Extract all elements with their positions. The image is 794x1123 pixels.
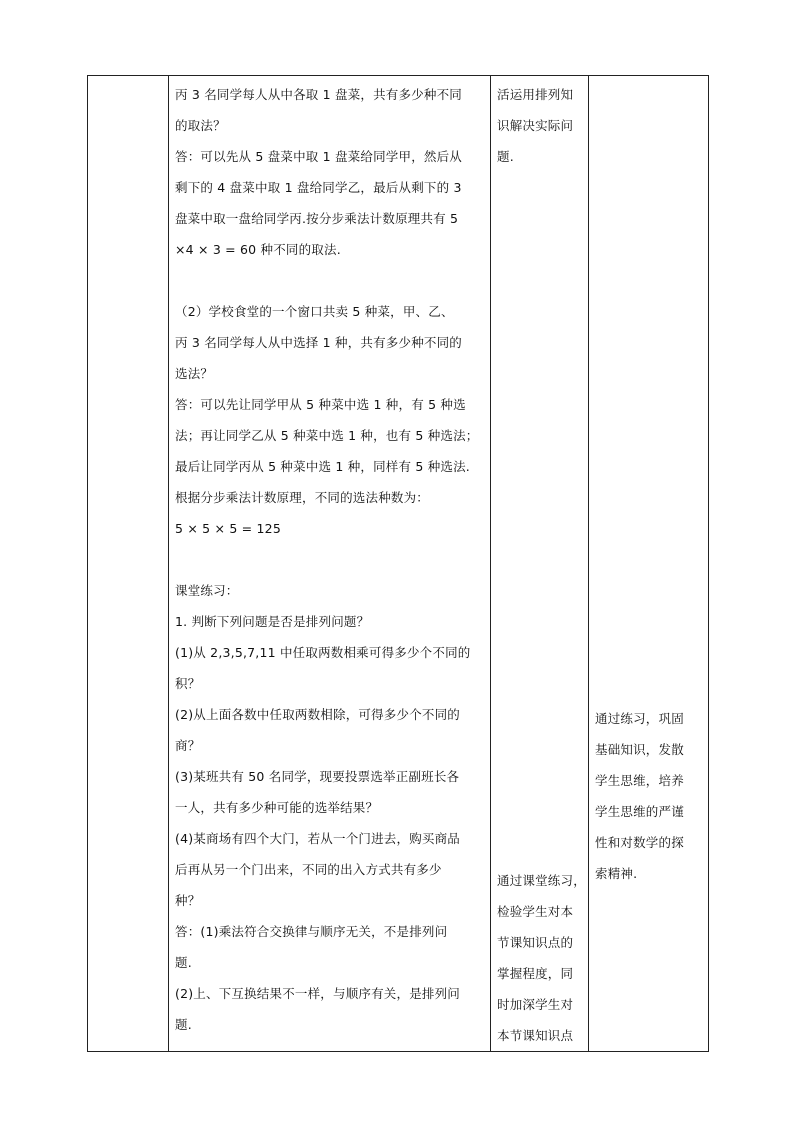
content-line: 题. (175, 1017, 192, 1032)
design-intent-line: 题. (497, 149, 514, 164)
content-line: 最后让同学丙从 5 种菜中选 1 种，同样有 5 种选法. (175, 459, 470, 474)
content-line: 答：可以先让同学甲从 5 种菜中选 1 种，有 5 种选 (175, 397, 466, 412)
design-intent-line: 识解决实际问 (497, 118, 574, 133)
spacer (589, 76, 708, 703)
content-line: （2）学校食堂的一个窗口共卖 5 种菜，甲、乙、 (175, 304, 454, 319)
design-intent-line: 掌握程度，同 (497, 966, 574, 981)
goal-cell (589, 76, 709, 1052)
content-line: (2)从上面各数中任取两数相除，可得多少个不同的 (175, 707, 461, 722)
content-line: 答：(1)乘法符合交换律与顺序无关，不是排列问 (175, 924, 448, 939)
goal-line: 学生思维的严谨 (595, 804, 684, 819)
content-line: (2)上、下互换结果不一样，与顺序有关，是排列问 (175, 986, 461, 1001)
table-row (88, 76, 709, 1052)
goal-line: 索精神. (595, 866, 638, 881)
design-intent-line: 本节课知识点 (497, 1028, 574, 1043)
content-line: 种？ (175, 893, 201, 908)
design-intent-line: 通过课堂练习， (497, 873, 586, 888)
lesson-plan-table (87, 75, 709, 1052)
design-intent-line: 检验学生对本 (497, 904, 574, 919)
design-intent-cell (491, 76, 589, 1052)
content-line: ×4 × 3 = 60 种不同的取法. (175, 242, 341, 257)
blank-line (175, 544, 490, 575)
content-line: 课堂练习： (175, 583, 239, 598)
section-label-cell (88, 76, 169, 1052)
content-line: 后再从另一个门出来，不同的出入方式共有多少 (175, 862, 442, 877)
goal-line: 性和对数学的探 (595, 835, 684, 850)
goal-line: 学生思维，培养 (595, 773, 684, 788)
content-line: 盘菜中取一盘给同学丙.按分步乘法计数原理共有 5 (175, 211, 459, 226)
design-intent-line: 活运用排列知 (497, 87, 574, 102)
content-line: (4)某商场有四个大门，若从一个门进去，购买商品 (175, 831, 461, 846)
content-line: 选法？ (175, 366, 214, 381)
teaching-content (169, 76, 490, 1040)
content-line: 丙 3 名同学每人从中选择 1 种，共有多少种不同的 (175, 335, 463, 350)
design-intent-top (491, 76, 588, 172)
content-line: (3)某班共有 50 名同学，现要投票选举正副班长各 (175, 769, 460, 784)
design-intent-bottom (491, 862, 588, 1051)
content-line: 根据分步乘法计数原理，不同的选法种数为： (175, 490, 430, 505)
goal-text (589, 703, 708, 889)
content-line: 剩下的 4 盘菜中取 1 盘给同学乙，最后从剩下的 3 (175, 180, 462, 195)
goal-line: 通过练习，巩固 (595, 711, 684, 726)
content-line: 丙 3 名同学每人从中各取 1 盘菜，共有多少种不同 (175, 87, 463, 102)
design-intent-line: 时加深学生对 (497, 997, 574, 1012)
content-line: 一人，共有多少种可能的选举结果？ (175, 800, 379, 815)
design-intent-line: 节课知识点的 (497, 935, 574, 950)
content-line: 答：可以先从 5 盘菜中取 1 盘菜给同学甲，然后从 (175, 149, 463, 164)
content-line: 法；再让同学乙从 5 种菜中选 1 种，也有 5 种选法； (175, 428, 479, 443)
content-line: 5 × 5 × 5 = 125 (175, 521, 281, 536)
spacer (491, 172, 588, 862)
content-line: (1)从 2,3,5,7,11 中任取两数相乘可得多少个不同的 (175, 645, 471, 660)
content-line: 题. (175, 955, 192, 970)
goal-line: 基础知识，发散 (595, 742, 684, 757)
content-line: 商？ (175, 738, 201, 753)
blank-line (175, 265, 490, 296)
content-line: 1. 判断下列问题是否是排列问题？ (175, 614, 370, 629)
content-line: 的取法？ (175, 118, 226, 133)
teaching-content-cell (169, 76, 491, 1052)
content-line: 积？ (175, 676, 201, 691)
